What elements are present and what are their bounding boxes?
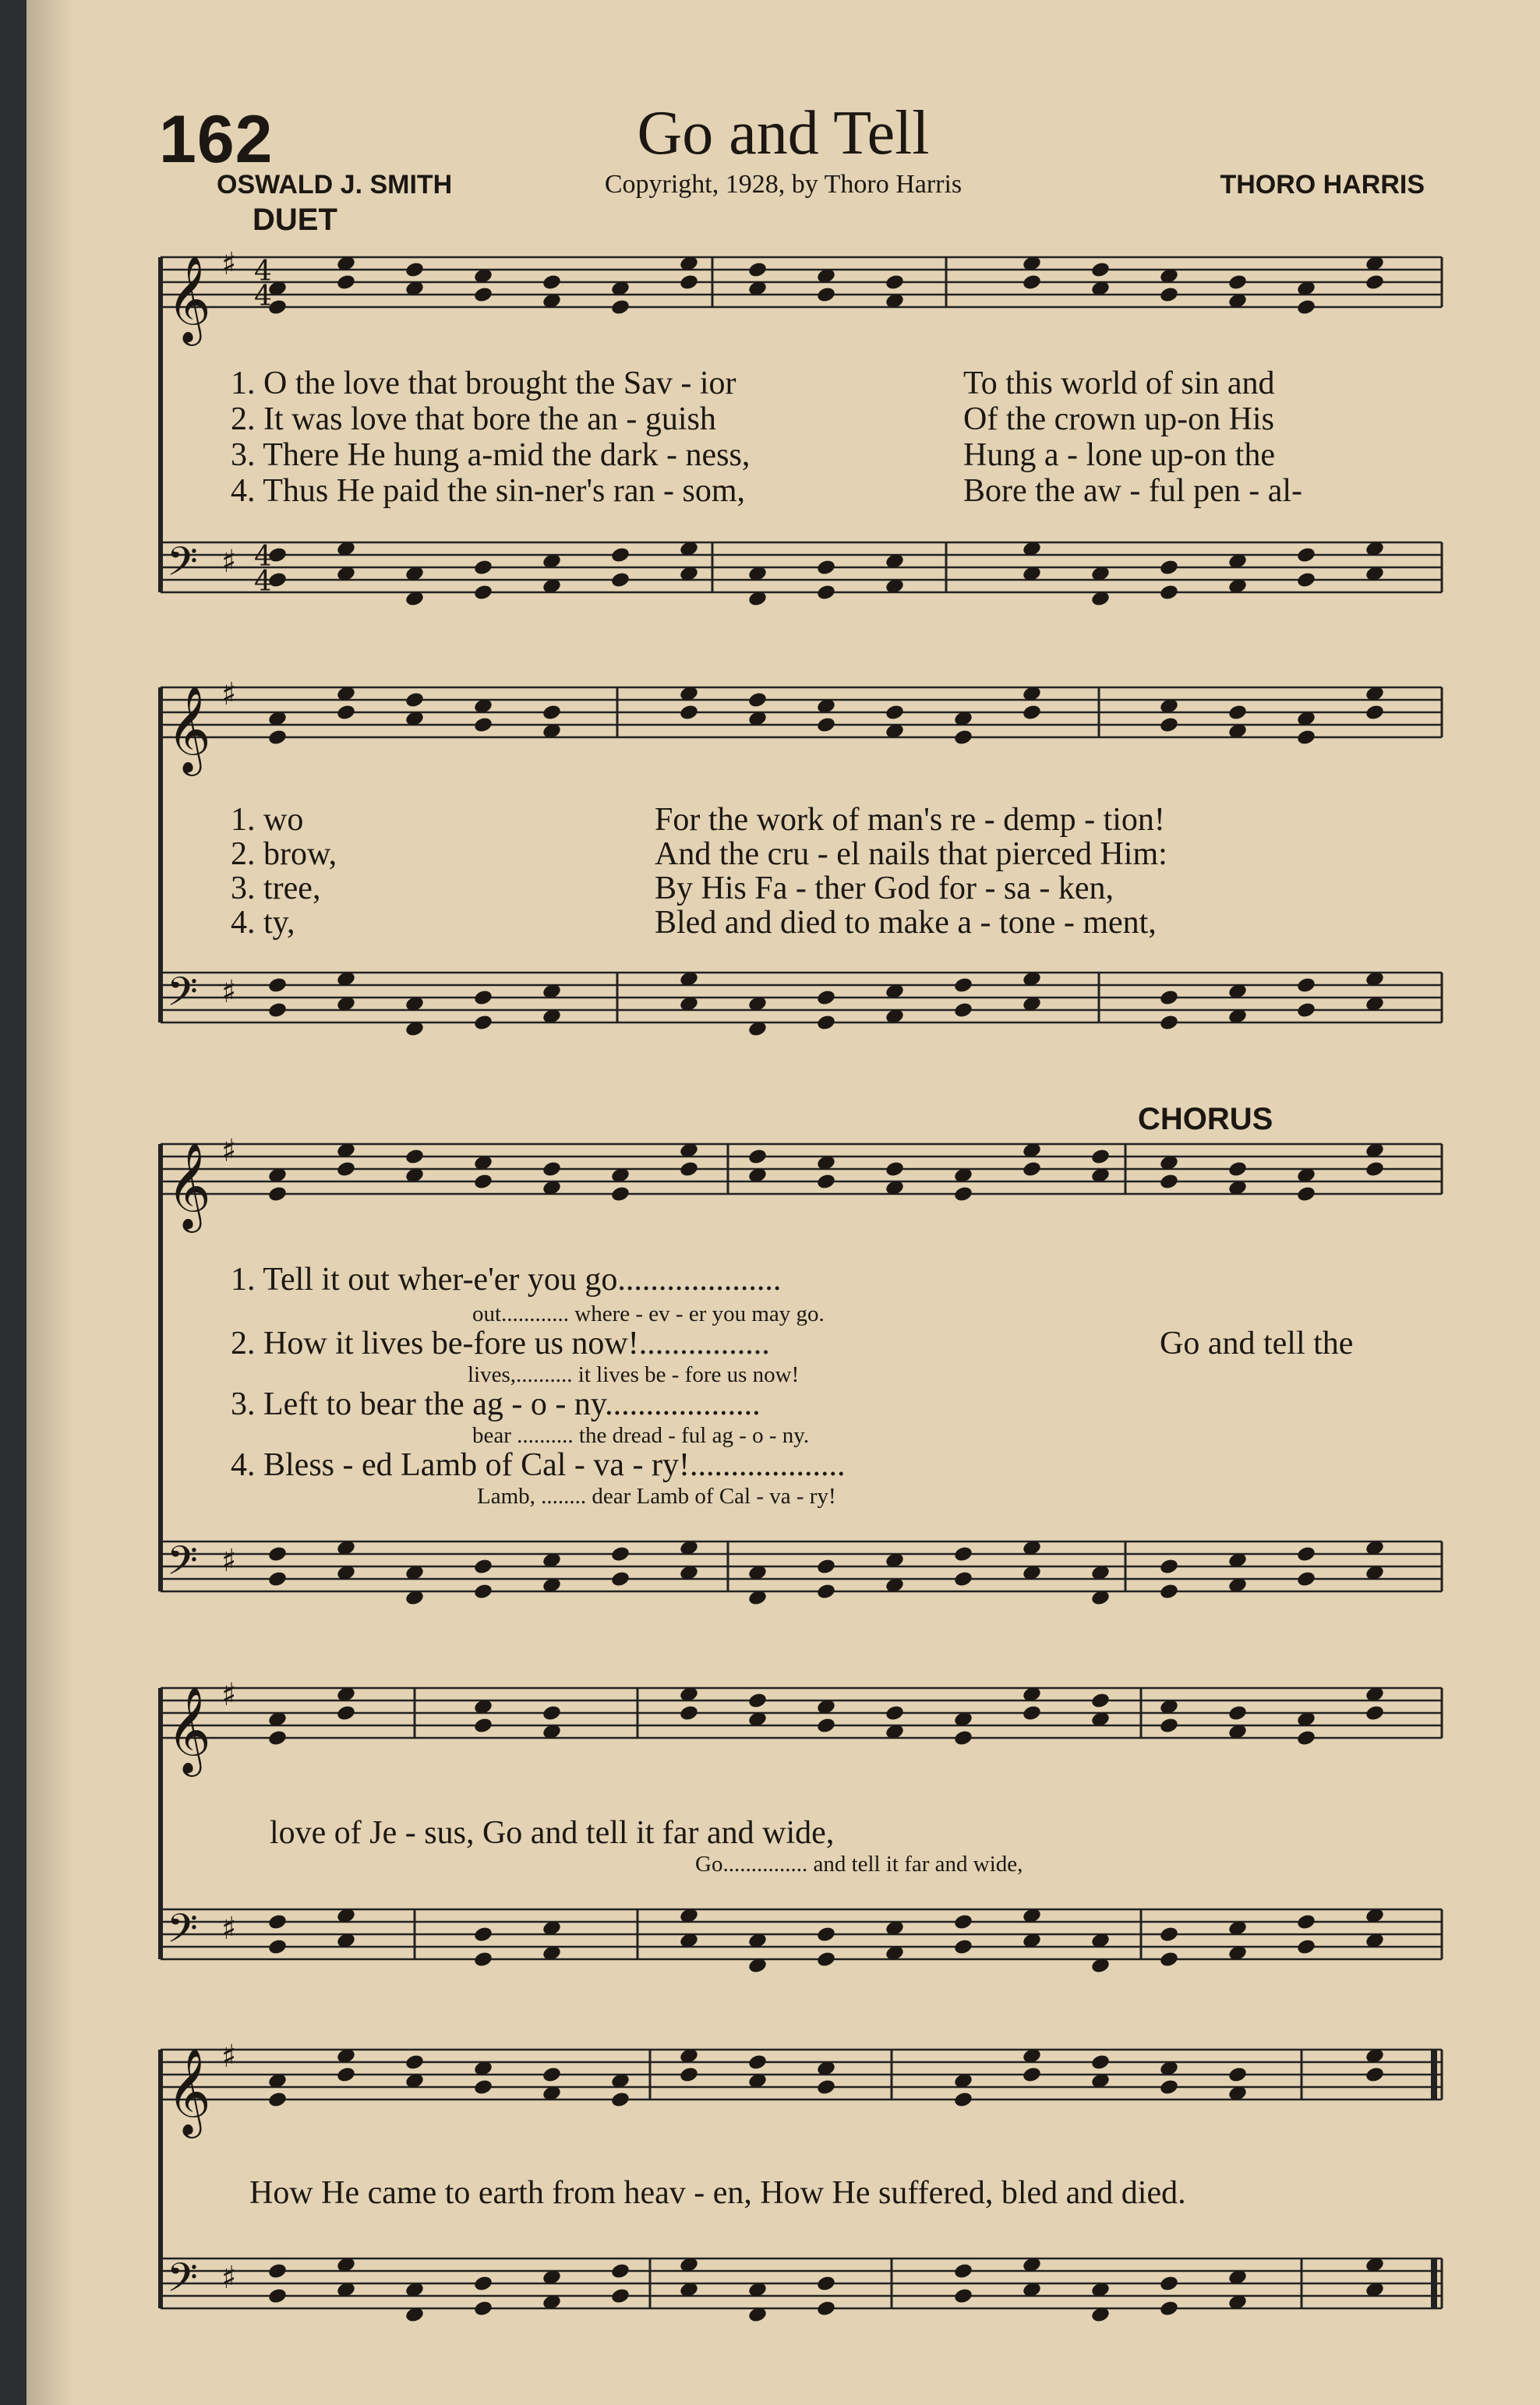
note-head [747, 1148, 768, 1166]
note-head [679, 704, 699, 722]
note-head [816, 2275, 836, 2293]
note-head [473, 716, 493, 734]
note-head [610, 1545, 630, 1563]
sharp-icon: ♯ [221, 974, 237, 1010]
chorus-final-line: How He came to earth from heav - en, How He suffered, bled and died. [249, 2175, 1186, 2211]
note-head [267, 1729, 288, 1747]
note-head [542, 274, 562, 291]
chorus-echo-far-wide: Go............... and tell it far and wide, [695, 1852, 1023, 1877]
note-head [1227, 2066, 1248, 2084]
treble-clef-icon: 𝄞 [167, 255, 211, 342]
chorus-echo-1: out............ where - ev - er you may go. [472, 1301, 825, 1326]
note-head [542, 1160, 562, 1178]
note-head [1159, 1558, 1179, 1576]
lyricist: OSWALD J. SMITH [217, 170, 453, 200]
note-head [1159, 2275, 1179, 2293]
hymn-page [26, 0, 1540, 2405]
note-head [885, 274, 905, 291]
verse-4-line-2b: Bled and died to make a - tone - ment, [655, 905, 1157, 941]
time-signature-top: 4 [254, 256, 272, 288]
note-head [473, 1926, 493, 1944]
chorus-echo-3: bear .......... the dread - ful ag - o - ny. [472, 1423, 810, 1448]
note-head [1022, 1704, 1042, 1722]
note-head [816, 1717, 836, 1735]
note-head [473, 1173, 493, 1191]
note-head [1296, 1545, 1316, 1563]
note-head [473, 2275, 493, 2293]
note-head [1365, 2066, 1385, 2084]
bass-clef-icon: 𝄢 [167, 538, 198, 595]
chorus-label: CHORUS [1138, 1102, 1273, 1136]
verse-2-line-1b: Of the crown up-on His [963, 401, 1274, 437]
note-head [1022, 1160, 1042, 1178]
note-head [267, 976, 288, 994]
treble-clef-icon: 𝄞 [167, 1142, 211, 1229]
note-head [816, 286, 836, 304]
chorus-verse-2: 2. How it lives be-fore us now!................ [231, 1326, 770, 1361]
duet-label: DUET [253, 203, 337, 237]
note-head [1159, 2300, 1179, 2318]
note-head [610, 2262, 630, 2280]
note-head [816, 1173, 836, 1191]
note-head [953, 2262, 973, 2280]
note-head [1159, 286, 1179, 304]
note-head [1159, 1014, 1179, 1032]
note-head [816, 1583, 836, 1601]
note-head [267, 2287, 288, 2305]
note-head [404, 2054, 425, 2071]
note-head [1296, 1729, 1316, 1747]
bass-clef-icon: 𝄢 [167, 968, 198, 1025]
sharp-icon: ♯ [221, 1543, 237, 1579]
note-head [1022, 2066, 1042, 2084]
note-head [1159, 1951, 1179, 1969]
note-head [1090, 2054, 1111, 2071]
note-head [267, 729, 288, 747]
verse-4-line-2a: 4. ty, [231, 905, 295, 941]
note-head [267, 2262, 288, 2280]
note-head [473, 1583, 493, 1601]
verse-1-line-1b: To this world of sin and [963, 366, 1275, 401]
note-head [473, 1558, 493, 1576]
note-head [267, 1913, 288, 1931]
note-head [953, 2091, 973, 2109]
note-head [1090, 261, 1111, 279]
note-head [953, 1545, 973, 1563]
chorus-echo-4: Lamb, ........ dear Lamb of Cal - va - ry! [477, 1484, 836, 1509]
note-head [267, 1938, 288, 1956]
note-head [1365, 274, 1385, 291]
note-head [816, 559, 836, 577]
note-head [1227, 274, 1248, 291]
sharp-icon: ♯ [221, 2260, 237, 2296]
verse-3-line-2b: By His Fa - ther God for - sa - ken, [655, 871, 1114, 906]
note-head [816, 584, 836, 602]
verse-1-line-2b: For the work of man's re - demp - tion! [655, 802, 1165, 838]
chorus-verse-3: 3. Left to bear the ag - o - ny................... [231, 1386, 761, 1422]
note-head [404, 1148, 425, 1166]
note-head [747, 691, 768, 709]
note-head [610, 298, 630, 316]
treble-clef-icon: 𝄞 [167, 1686, 211, 1773]
note-head [473, 559, 493, 577]
note-head [885, 1704, 905, 1722]
bass-clef-icon: 𝄢 [167, 1905, 198, 1962]
note-head [953, 1185, 973, 1203]
note-head [473, 1014, 493, 1032]
note-head [953, 1913, 973, 1931]
note-head [542, 1704, 562, 1722]
note-head [473, 1951, 493, 1969]
note-head [267, 1185, 288, 1203]
treble-clef-icon: 𝄞 [167, 2047, 211, 2135]
note-head [1022, 274, 1042, 291]
note-head [1296, 1938, 1316, 1956]
note-head [679, 2066, 699, 2084]
note-head [747, 2054, 768, 2071]
note-head [610, 571, 630, 589]
verse-4-line-1: 4. Thus He paid the sin-ner's ran - som, [231, 473, 746, 509]
bass-clef-icon: 𝄢 [167, 1537, 198, 1594]
note-head [1296, 1185, 1316, 1203]
note-head [1296, 1570, 1316, 1588]
note-head [336, 2066, 356, 2084]
composer: THORO HARRIS [1220, 170, 1425, 200]
note-head [1365, 1704, 1385, 1722]
hymn-number: 162 [159, 102, 274, 177]
note-head [1022, 704, 1042, 722]
note-head [336, 1704, 356, 1722]
verse-4-line-1b: Bore the aw - ful pen - al- [963, 473, 1302, 509]
verse-3-line-1b: Hung a - lone up-on the [963, 437, 1276, 473]
note-head [1159, 1583, 1179, 1601]
note-head [953, 2287, 973, 2305]
note-head [816, 1926, 836, 1944]
note-head [1159, 716, 1179, 734]
note-head [1227, 1160, 1248, 1178]
note-head [953, 1570, 973, 1588]
note-head [473, 989, 493, 1007]
note-head [610, 2091, 630, 2109]
note-head [336, 274, 356, 291]
note-head [1227, 1704, 1248, 1722]
sharp-icon: ♯ [221, 246, 237, 282]
sharp-icon: ♯ [221, 2039, 237, 2075]
note-head [542, 2066, 562, 2084]
sharp-icon: ♯ [221, 1677, 237, 1713]
verse-1-line-2a: 1. wo [231, 802, 304, 838]
note-head [610, 2287, 630, 2305]
note-head [1090, 1692, 1111, 1710]
verse-3-line-1: 3. There He hung a-mid the dark - ness, [231, 437, 751, 473]
bass-clef-icon: 𝄢 [167, 2254, 198, 2311]
note-head [1296, 1913, 1316, 1931]
note-head [679, 1160, 699, 1178]
note-head [1296, 729, 1316, 747]
note-head [1296, 976, 1316, 994]
note-head [473, 1717, 493, 1735]
treble-clef-icon: 𝄞 [167, 685, 211, 772]
note-head [473, 2300, 493, 2318]
note-head [816, 2078, 836, 2096]
note-head [1159, 1926, 1179, 1944]
sharp-icon: ♯ [221, 544, 237, 580]
note-head [816, 1014, 836, 1032]
note-head [473, 584, 493, 602]
note-head [816, 989, 836, 1007]
verse-3-line-2a: 3. tree, [231, 871, 321, 906]
note-head [885, 1160, 905, 1178]
sharp-icon: ♯ [221, 676, 237, 712]
chorus-line-love-of-jesus: love of Je - sus, Go and tell it far and wide, [270, 1815, 835, 1851]
note-head [1159, 1717, 1179, 1735]
note-head [610, 1570, 630, 1588]
note-head [1296, 546, 1316, 564]
note-head [336, 704, 356, 722]
verse-1-line-1: 1. O the love that brought the Sav - ior [231, 366, 736, 401]
note-head [1296, 1001, 1316, 1019]
note-head [267, 1545, 288, 1563]
note-head [1365, 1160, 1385, 1178]
note-head [1159, 1173, 1179, 1191]
note-head [1090, 1148, 1111, 1166]
time-signature-bottom: 4 [254, 281, 272, 313]
verse-2-line-2b: And the cru - el nails that pierced Him: [655, 836, 1167, 872]
note-head [1159, 559, 1179, 577]
note-head [336, 1160, 356, 1178]
time-signature-bottom: 4 [254, 566, 272, 598]
note-head [747, 261, 768, 279]
note-head [679, 1704, 699, 1722]
note-head [610, 1185, 630, 1203]
note-head [953, 1001, 973, 1019]
note-head [1159, 2078, 1179, 2096]
note-head [404, 261, 425, 279]
note-head [267, 1570, 288, 1588]
chorus-verse-4: 4. Bless - ed Lamb of Cal - va - ry!................... [231, 1447, 846, 1483]
note-head [1365, 704, 1385, 722]
sharp-icon: ♯ [221, 1911, 237, 1947]
note-head [747, 1692, 768, 1710]
chorus-go-and-tell: Go and tell the [1160, 1326, 1354, 1361]
chorus-echo-2: lives,.......... it lives be - fore us now! [468, 1362, 800, 1387]
copyright-notice: Copyright, 1928, by Thoro Harris [604, 170, 962, 199]
note-head [610, 546, 630, 564]
note-head [542, 704, 562, 722]
note-head [404, 691, 425, 709]
note-head [953, 1729, 973, 1747]
note-head [473, 2078, 493, 2096]
chorus-verse-1: 1. Tell it out wher-e'er you go.................... [231, 1262, 782, 1298]
note-head [267, 2091, 288, 2109]
note-head [267, 1001, 288, 1019]
note-head [1296, 571, 1316, 589]
note-head [816, 2300, 836, 2318]
note-head [679, 274, 699, 291]
note-head [816, 1951, 836, 1969]
note-head [816, 1558, 836, 1576]
note-head [816, 716, 836, 734]
note-head [1159, 989, 1179, 1007]
note-head [885, 704, 905, 722]
verse-2-line-1: 2. It was love that bore the an - guish [231, 401, 716, 437]
sharp-icon: ♯ [221, 1133, 237, 1169]
note-head [953, 976, 973, 994]
note-head [953, 729, 973, 747]
hymn-title: Go and Tell [637, 99, 930, 168]
note-head [473, 286, 493, 304]
note-head [1227, 704, 1248, 722]
note-head [1159, 584, 1179, 602]
verse-2-line-2a: 2. brow, [231, 836, 337, 872]
note-head [953, 1938, 973, 1956]
time-signature-top: 4 [254, 541, 272, 573]
music-notation [26, 0, 1540, 2405]
note-head [1296, 298, 1316, 316]
